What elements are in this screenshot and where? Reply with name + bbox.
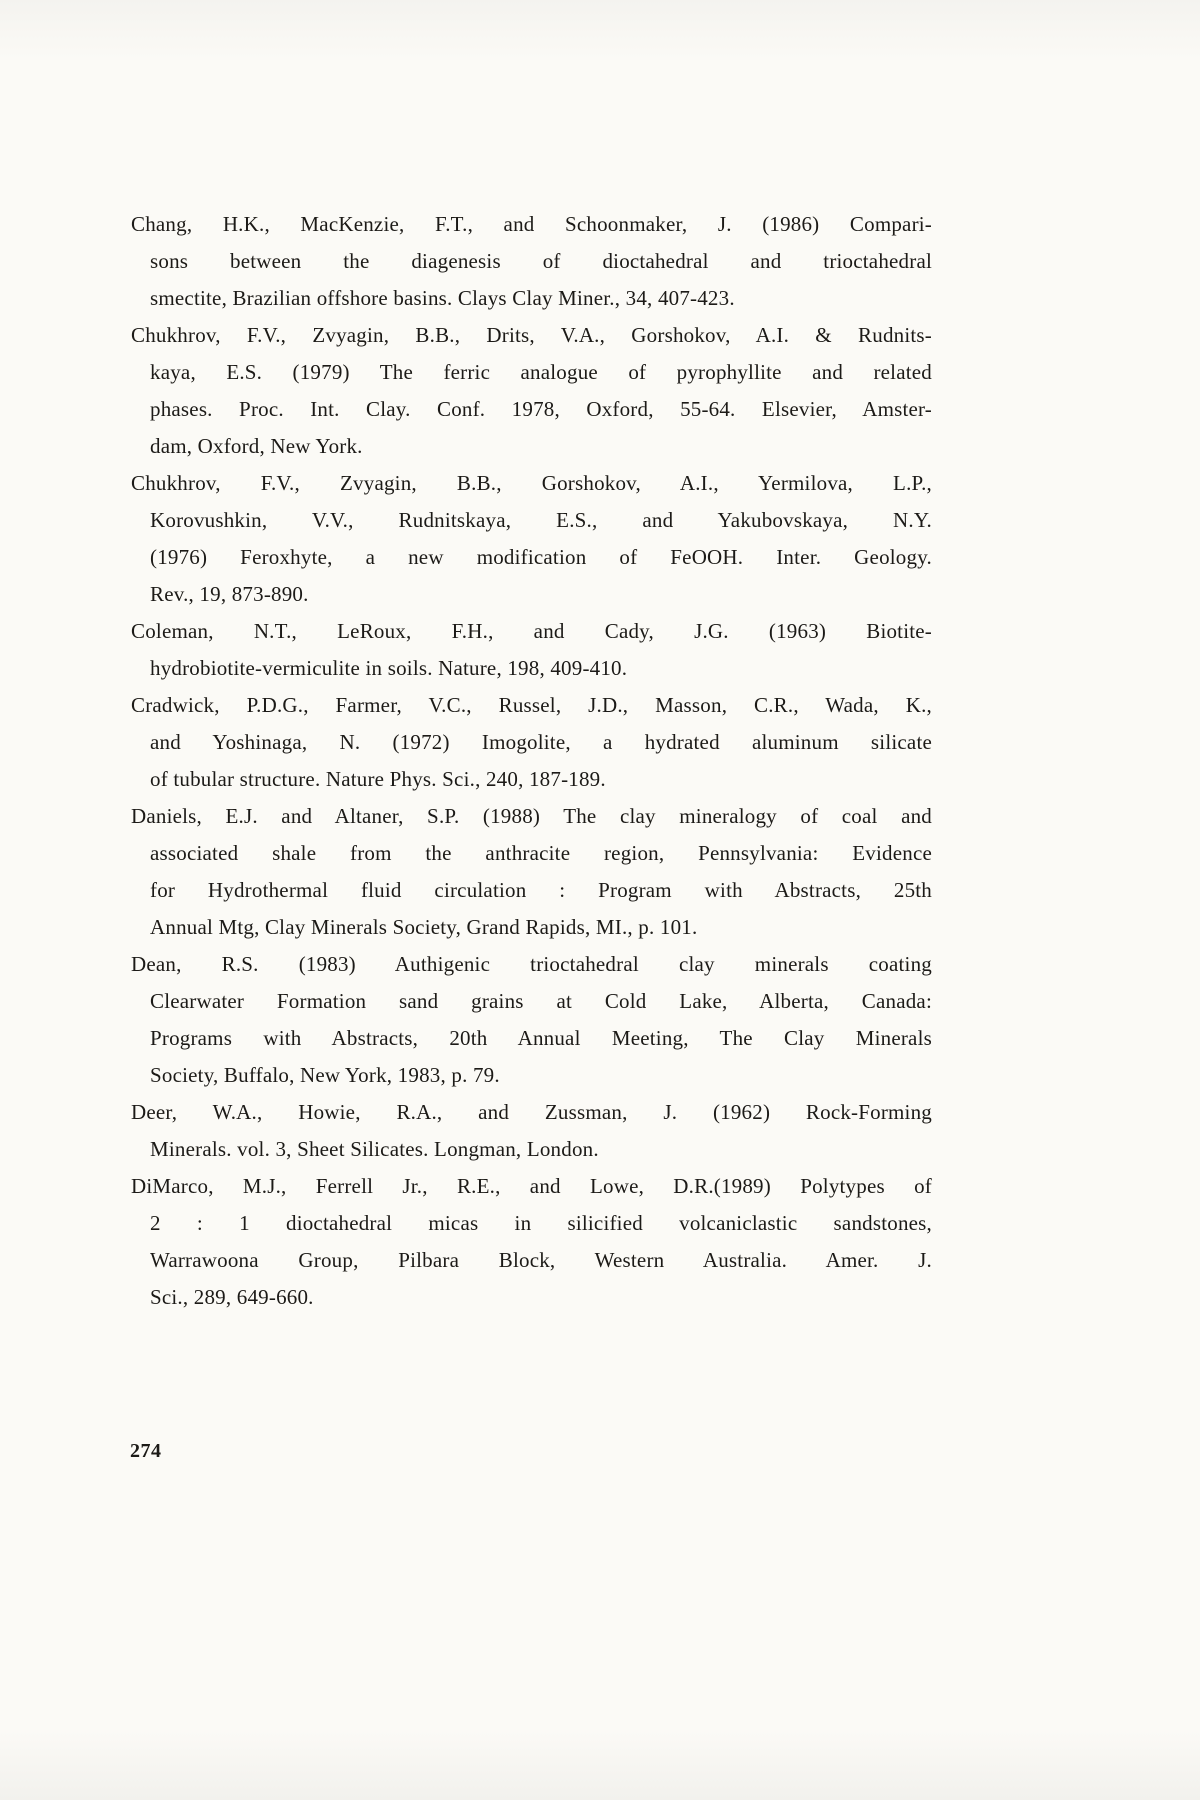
reference-line: smectite, Brazilian offshore basins. Clays Clay Miner., 34, 407-423. xyxy=(150,286,735,310)
reference-line: 2 : 1 dioctahedral micas in silicified volcaniclastic sandstones, xyxy=(150,1211,932,1235)
reference-entry xyxy=(131,1094,932,1168)
reference-line: Deer, W.A., Howie, R.A., and Zussman, J. (1962) Rock-Forming xyxy=(131,1100,932,1124)
reference-entry xyxy=(131,465,932,613)
reference-entry xyxy=(131,206,932,317)
reference-line: Chukhrov, F.V., Zvyagin, B.B., Drits, V.A., Gorshokov, A.I. & Rudnits- xyxy=(131,323,932,347)
page-number: 274 xyxy=(130,1440,162,1462)
reference-line: DiMarco, M.J., Ferrell Jr., R.E., and Lowe, D.R.(1989) Polytypes of xyxy=(131,1174,932,1198)
reference-line: sons between the diagenesis of dioctahedral and trioctahedral xyxy=(150,249,932,273)
reference-line: Society, Buffalo, New York, 1983, p. 79. xyxy=(150,1063,500,1087)
reference-entry xyxy=(131,798,932,946)
reference-line: for Hydrothermal fluid circulation : Program with Abstracts, 25th xyxy=(150,878,932,902)
reference-line: Minerals. vol. 3, Sheet Silicates. Longman, London. xyxy=(150,1137,599,1161)
reference-line: dam, Oxford, New York. xyxy=(150,434,363,458)
reference-line: kaya, E.S. (1979) The ferric analogue of pyrophyllite and related xyxy=(150,360,932,384)
reference-entry xyxy=(131,317,932,465)
reference-line: Annual Mtg, Clay Minerals Society, Grand Rapids, MI., p. 101. xyxy=(150,915,698,939)
reference-line: and Yoshinaga, N. (1972) Imogolite, a hydrated aluminum silicate xyxy=(150,730,932,754)
references-list xyxy=(131,206,932,1316)
reference-line: hydrobiotite-vermiculite in soils. Nature, 198, 409-410. xyxy=(150,656,628,680)
reference-line: Dean, R.S. (1983) Authigenic trioctahedral clay minerals coating xyxy=(131,952,932,976)
reference-line: Chang, H.K., MacKenzie, F.T., and Schoonmaker, J. (1986) Compari- xyxy=(131,212,932,236)
reference-line: of tubular structure. Nature Phys. Sci., 240, 187-189. xyxy=(150,767,606,791)
reference-entry xyxy=(131,613,932,687)
reference-line: Rev., 19, 873-890. xyxy=(150,582,309,606)
reference-line: Sci., 289, 649-660. xyxy=(150,1285,314,1309)
reference-line: associated shale from the anthracite region, Pennsylvania: Evidence xyxy=(150,841,932,865)
reference-line: (1976) Feroxhyte, a new modification of FeOOH. Inter. Geology. xyxy=(150,545,932,569)
reference-line: Clearwater Formation sand grains at Cold Lake, Alberta, Canada: xyxy=(150,989,932,1013)
reference-entry xyxy=(131,1168,932,1316)
reference-line: phases. Proc. Int. Clay. Conf. 1978, Oxford, 55-64. Elsevier, Amster- xyxy=(150,397,932,421)
reference-line: Korovushkin, V.V., Rudnitskaya, E.S., and Yakubovskaya, N.Y. xyxy=(150,508,932,532)
reference-line: Coleman, N.T., LeRoux, F.H., and Cady, J.G. (1963) Biotite- xyxy=(131,619,932,643)
reference-line: Chukhrov, F.V., Zvyagin, B.B., Gorshokov, A.I., Yermilova, L.P., xyxy=(131,471,932,495)
reference-line: Cradwick, P.D.G., Farmer, V.C., Russel, J.D., Masson, C.R., Wada, K., xyxy=(131,693,932,717)
reference-line: Programs with Abstracts, 20th Annual Meeting, The Clay Minerals xyxy=(150,1026,932,1050)
reference-entry xyxy=(131,687,932,798)
reference-line: Warrawoona Group, Pilbara Block, Western Australia. Amer. J. xyxy=(150,1248,932,1272)
reference-entry xyxy=(131,946,932,1094)
reference-line: Daniels, E.J. and Altaner, S.P. (1988) The clay mineralogy of coal and xyxy=(131,804,932,828)
